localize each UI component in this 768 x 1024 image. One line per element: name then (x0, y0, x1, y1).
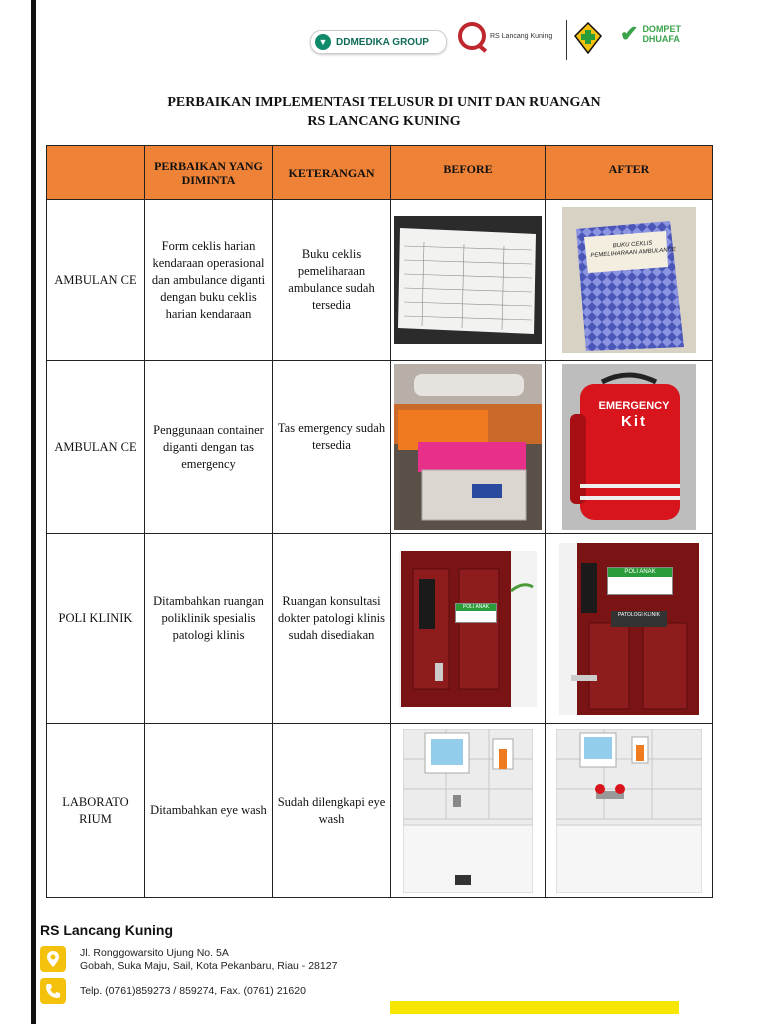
header-keterangan: KETERANGAN (273, 146, 391, 200)
keterangan-cell: Ruangan konsultasi dokter patologi klinis sudah disediakan (273, 534, 391, 724)
footer-address-line1: Jl. Ronggowarsito Ujung No. 5A (80, 947, 229, 959)
table-row (47, 534, 713, 724)
footer-yellow-bar (390, 1001, 679, 1014)
table-row (47, 200, 713, 361)
rs-lancang-icon (458, 22, 486, 50)
book-title-1: BUKU CEKLIS (612, 240, 653, 250)
footer-address-line2: Gobah, Suka Maju, Sail, Kota Pekanbaru, Riau - 28127 (80, 960, 338, 972)
before-photo-cell (391, 200, 546, 361)
before-photo-cell (391, 361, 546, 534)
header-after: AFTER (546, 146, 713, 200)
unit-cell: POLI KLINIK (47, 534, 145, 724)
document-title-line2: RS LANCANG KUNING (307, 114, 461, 129)
footer-hospital-name: RS Lancang Kuning (40, 922, 173, 938)
after-photo-door (559, 543, 699, 715)
dompet-text-1: DOMPET (642, 24, 681, 34)
footer-phone: Telp. (0761)859273 / 859274, Fax. (0761) 21620 (80, 985, 306, 997)
perbaikan-cell: Ditambahkan eye wash (145, 724, 273, 898)
ddmedika-text: DDMEDIKA GROUP (336, 36, 429, 48)
after-photo-cell (546, 200, 713, 361)
keterangan-cell: Buku ceklis pemeliharaan ambulance sudah tersedia (273, 200, 391, 361)
phone-icon (40, 978, 66, 1004)
improvement-table (46, 145, 713, 898)
before-photo-sink (403, 729, 533, 893)
after-photo-checklist-book (562, 207, 696, 353)
after-photo-eyewash (556, 729, 702, 893)
sign-patologi-klinik: PATOLOGI KLINIK (611, 611, 667, 627)
rs-lancang-logo (458, 22, 552, 50)
document-title-line1: PERBAIKAN IMPLEMENTASI TELUSUR DI UNIT DAN RUANGAN (167, 95, 601, 110)
perbaikan-cell: Ditambahkan ruangan poliklinik spesialis patologi klinis (145, 534, 273, 724)
before-photo-door (399, 551, 537, 707)
ddmedika-icon: ▼ (315, 34, 331, 50)
before-photo-cell (391, 534, 546, 724)
sign-poli-anak: POLI ANAK (608, 568, 672, 577)
unit-cell: AMBULAN CE (47, 361, 145, 534)
ddmedika-logo (310, 30, 447, 54)
location-pin-icon (40, 946, 66, 972)
before-photo-containers (394, 364, 542, 530)
perbaikan-cell: Penggunaan container diganti dengan tas emergency (145, 361, 273, 534)
shield-cross-icon (574, 22, 602, 54)
header-before: BEFORE (391, 146, 546, 200)
table-row (47, 724, 713, 898)
before-photo-cell (391, 724, 546, 898)
sign-poli-anak: POLI ANAK (456, 604, 496, 611)
left-border (31, 0, 36, 1024)
before-photo-checklist-form (394, 216, 542, 344)
unit-cell: AMBULAN CE (47, 200, 145, 361)
after-photo-cell (546, 534, 713, 724)
header-perbaikan: PERBAIKAN YANG DIMINTA (145, 146, 273, 200)
table-header-row (47, 146, 713, 200)
keterangan-cell: Sudah dilengkapi eye wash (273, 724, 391, 898)
after-photo-emergency-bag (562, 364, 696, 530)
book-title-2: PEMELIHARAAN AMBULANCE (590, 247, 677, 259)
table-row (47, 361, 713, 534)
dompet-dhuafa-icon: ✔ (620, 21, 639, 46)
dompet-text-2: DHUAFA (642, 34, 680, 44)
bag-label-kit: Kit (621, 413, 647, 430)
perbaikan-cell: Form ceklis harian kendaraan operasional dan ambulance diganti dengan buku ceklis harian kendaraan (145, 200, 273, 361)
logo-bar (300, 18, 700, 66)
dompet-dhuafa-logo (620, 21, 681, 46)
logo-divider (566, 20, 567, 60)
unit-cell: LABORATO RIUM (47, 724, 145, 898)
bag-label-emergency: EMERGENCY (598, 400, 670, 412)
rs-lancang-text: RS Lancang Kuning (490, 32, 553, 40)
after-photo-cell (546, 361, 713, 534)
after-photo-cell (546, 724, 713, 898)
header-unit (47, 146, 145, 200)
keterangan-cell: Tas emergency sudah tersedia (273, 361, 391, 534)
